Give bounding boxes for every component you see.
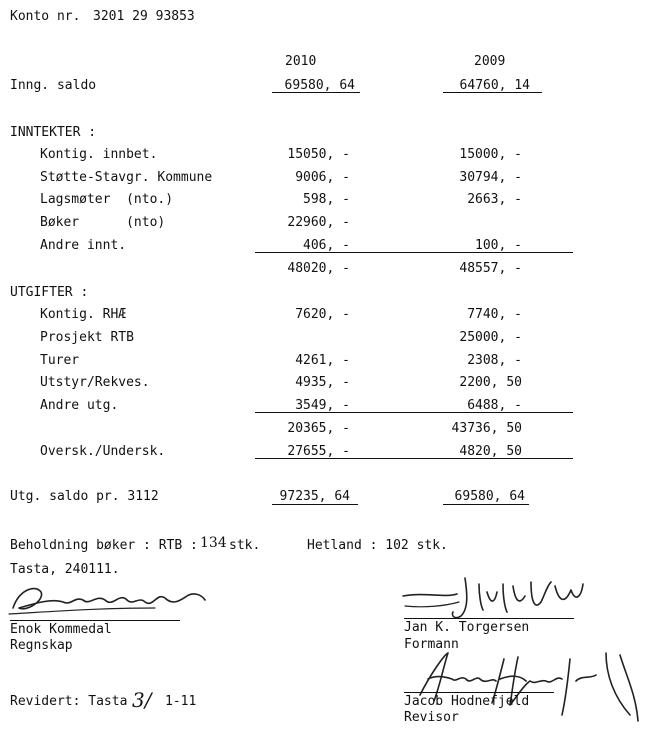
surplus-2009: 4820, 50	[459, 444, 522, 459]
income-row-label: Kontig. innbet.	[40, 147, 158, 162]
income-row-label: Støtte-Stavgr. Kommune	[40, 170, 213, 185]
expense-row-2010: 4935, -	[295, 375, 350, 390]
expenses-total-2009: 43736, 50	[451, 421, 522, 436]
income-row-label: Bøker (nto)	[40, 215, 166, 230]
expense-row-label: Andre utg.	[40, 398, 119, 413]
expenses-total-rule	[255, 412, 573, 413]
income-row-2009: 100, -	[475, 238, 522, 253]
holdings-hetland: Hetland : 102 stk.	[307, 538, 448, 553]
holdings-rtb-unit: stk.	[229, 538, 261, 553]
revised-label: Revidert: Tasta	[10, 694, 128, 709]
expense-row-2010: 7620, -	[295, 307, 350, 322]
closing-underline-2010	[272, 504, 358, 505]
signatory-right2-role: Revisor	[404, 710, 459, 725]
signatory-right1-name: Jan K. Torgersen	[404, 620, 530, 635]
income-row-2010: 598, -	[303, 192, 350, 207]
account-number: 3201 29 93853	[93, 9, 195, 24]
expense-row-2009: 2200, 50	[459, 375, 522, 390]
surplus-underline	[255, 458, 573, 459]
opening-balance-2010: 69580, 64	[284, 78, 355, 93]
year-2009-header: 2009	[474, 54, 506, 69]
expense-row-label: Turer	[40, 353, 80, 368]
signature-line-right2	[404, 692, 554, 693]
surplus-2010: 27655, -	[287, 444, 350, 459]
signature-jan-torgersen	[395, 572, 595, 624]
revised-date-handwritten: 3/	[132, 688, 152, 712]
closing-balance-2010: 97235, 64	[279, 489, 350, 504]
expense-row-2009: 2308, -	[467, 353, 522, 368]
signatory-right1-role: Formann	[404, 637, 459, 652]
expense-row-2010: 3549, -	[295, 398, 350, 413]
expenses-heading: UTGIFTER :	[10, 285, 89, 300]
income-heading: INNTEKTER :	[10, 125, 97, 140]
closing-balance-label: Utg. saldo pr. 3112	[10, 489, 159, 504]
revised-date-typed: 1-11	[165, 694, 197, 709]
signature-enok-kommedal	[5, 578, 215, 622]
surplus-label: Oversk./Undersk.	[40, 444, 166, 459]
income-total-2009: 48557, -	[459, 261, 522, 276]
signatory-left-name: Enok Kommedal	[10, 622, 112, 637]
holdings-label: Beholdning bøker : RTB :	[10, 538, 198, 553]
holdings-rtb-count: 134	[200, 535, 227, 551]
expense-row-2009: 7740, -	[467, 307, 522, 322]
income-row-2010: 9006, -	[295, 170, 350, 185]
opening-balance-label: Inng. saldo	[10, 78, 97, 93]
expense-row-2009: 6488, -	[467, 398, 522, 413]
income-row-2010: 406, -	[303, 238, 350, 253]
expense-row-2009: 25000, -	[459, 330, 522, 345]
expenses-total-2010: 20365, -	[287, 421, 350, 436]
income-row-2009: 30794, -	[459, 170, 522, 185]
income-total-rule	[255, 252, 573, 253]
income-row-2009: 2663, -	[467, 192, 522, 207]
opening-balance-2009: 64760, 14	[459, 78, 530, 93]
opening-underline-2010	[272, 92, 360, 93]
income-total-2010: 48020, -	[287, 261, 350, 276]
income-row-2010: 22960, -	[287, 215, 350, 230]
expense-row-2010: 4261, -	[295, 353, 350, 368]
signature-line-right1	[404, 618, 574, 619]
income-row-2010: 15050, -	[287, 147, 350, 162]
closing-balance-2009: 69580, 64	[454, 489, 525, 504]
account-label: Konto nr.	[10, 9, 81, 24]
year-2010-header: 2010	[285, 54, 317, 69]
closing-underline-2009	[443, 504, 529, 505]
signature-line-left	[10, 620, 180, 621]
signatory-left-role: Regnskap	[10, 638, 73, 653]
income-row-label: Andre innt.	[40, 238, 127, 253]
expense-row-label: Kontig. RHÆ	[40, 307, 127, 322]
expense-row-label: Utstyr/Rekves.	[40, 375, 150, 390]
expense-row-label: Prosjekt RTB	[40, 330, 134, 345]
opening-underline-2009	[443, 92, 542, 93]
signatory-right2-name: Jacob Hodnefjeld	[404, 694, 530, 709]
place-date: Tasta, 240111.	[10, 562, 120, 577]
income-row-label: Lagsmøter (nto.)	[40, 192, 174, 207]
income-row-2009: 15000, -	[459, 147, 522, 162]
